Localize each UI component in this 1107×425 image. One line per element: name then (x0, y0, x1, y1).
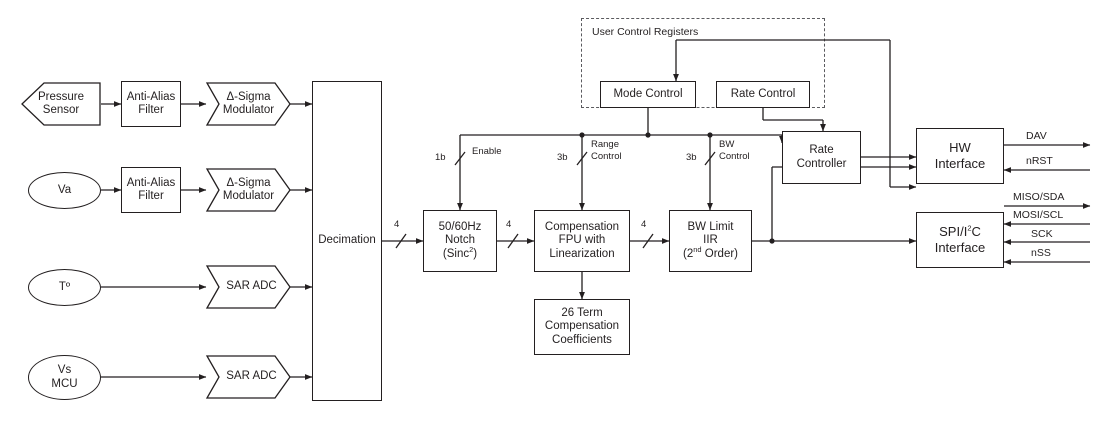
rate-controller-line1: Rate (809, 144, 834, 156)
bw-exponent: nd (693, 244, 702, 254)
sar1-line1: SAR ADC (226, 280, 277, 293)
mod1-line2: Modulator (222, 104, 275, 116)
hw-interface-block (916, 128, 1004, 184)
mod1-line1: Δ-Sigma (226, 90, 271, 103)
anti-alias-filter-1 (121, 81, 181, 127)
notch-line3-tail: ) (473, 247, 478, 260)
coef-line2: Compensation (544, 320, 620, 333)
output-mosi-scl-label: MOSI/SCL (1013, 209, 1064, 221)
spi-i2c-interface-block (916, 212, 1004, 268)
bus-width-label-1: 4 (394, 219, 400, 230)
enable-bits-label: 1b (435, 152, 446, 163)
input-va (28, 172, 101, 209)
range-label-line1: Range (591, 139, 619, 150)
temperature-label: Tº (58, 280, 71, 293)
spi-line2: Interface (934, 240, 986, 255)
bw-line1: BW Limit (687, 220, 734, 233)
mod2-line2: Modulator (222, 190, 275, 202)
output-nrst-label: nRST (1026, 155, 1053, 167)
spi-line1-tail: C (971, 224, 981, 239)
bus-width-label-3: 4 (641, 219, 647, 230)
bw-bits-label: 3b (686, 152, 697, 163)
input-vs-mcu (28, 355, 101, 400)
vs-mcu-line2: MCU (51, 377, 78, 390)
bw-line2: IIR (703, 234, 718, 247)
comp-line3: Linearization (549, 247, 615, 260)
mode-control-block[interactable] (600, 81, 696, 108)
output-dav-label: DAV (1026, 130, 1047, 142)
output-sck-label: SCK (1031, 228, 1053, 240)
decimation-block (312, 81, 382, 401)
spi-line1-text: SPI/I (939, 224, 968, 239)
comp-line2: FPU with (558, 234, 606, 247)
bw-line3-tail: Order) (701, 247, 738, 260)
compensation-fpu-block (534, 210, 630, 272)
mod2-line1: Δ-Sigma (226, 176, 271, 189)
range-label-line2: Control (591, 151, 622, 162)
vs-mcu-line1: Vs (57, 364, 72, 376)
bw-label-line1: BW (719, 139, 735, 150)
decimation-label: Decimation (318, 234, 376, 247)
rate-control-block[interactable] (716, 81, 810, 108)
notch-line2: Notch (444, 234, 476, 247)
output-miso-sda-label: MISO/SDA (1013, 191, 1065, 203)
coef-line3: Coefficients (552, 333, 612, 346)
rate-control-label: Rate Control (730, 87, 796, 100)
mode-control-label: Mode Control (613, 87, 683, 100)
bw-label-line2: Control (719, 151, 750, 162)
sar2-line1: SAR ADC (226, 370, 277, 383)
bw-line3 (683, 244, 738, 262)
compensation-coefficients-block (534, 299, 630, 355)
spi-exponent: 2 (967, 223, 972, 233)
anti-alias-filter-2 (121, 167, 181, 213)
coef-line1: 26 Term (561, 306, 603, 319)
aaf2-line1: Anti-Alias (126, 176, 176, 189)
notch-filter-block (423, 210, 497, 272)
notch-line3-text: (Sinc (442, 247, 470, 260)
range-bits-label: 3b (557, 152, 568, 163)
hw-interface-line2: Interface (934, 156, 986, 171)
spi-line1 (939, 224, 981, 240)
hw-interface-line1: HW (949, 140, 971, 155)
bus-width-label-2: 4 (506, 219, 512, 230)
notch-line1: 50/60Hz (438, 220, 482, 233)
bw-limit-iir-block (669, 210, 752, 272)
va-label: Va (57, 183, 72, 196)
notch-exponent: 2 (469, 244, 474, 254)
aaf2-line2: Filter (138, 190, 164, 202)
enable-label: Enable (472, 146, 502, 157)
output-nss-label: nSS (1031, 247, 1051, 259)
pressure-sensor-line2: Sensor (42, 104, 80, 116)
rate-controller-line2: Controller (796, 157, 847, 170)
notch-line3 (442, 244, 478, 262)
bw-line3-text: (2 (683, 247, 694, 260)
aaf1-line1: Anti-Alias (126, 90, 176, 103)
rate-controller-block (782, 131, 861, 184)
pressure-sensor-line1: Pressure (37, 90, 85, 103)
input-temperature (28, 269, 101, 306)
aaf1-line2: Filter (138, 104, 164, 116)
user-control-registers-label: User Control Registers (592, 26, 699, 38)
comp-line1: Compensation (544, 220, 620, 233)
